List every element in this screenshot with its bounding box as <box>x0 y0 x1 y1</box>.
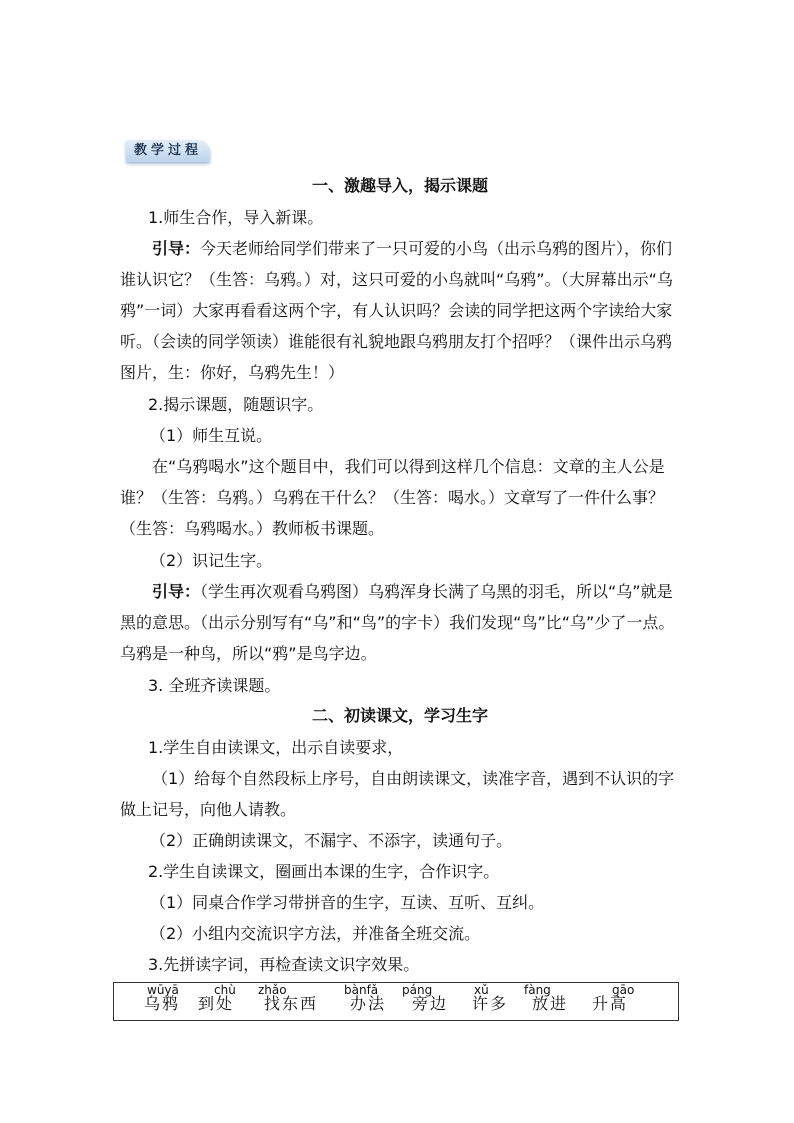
paragraph: 3. 全班齐读课题。 <box>148 676 281 695</box>
paragraph: 3.先拼读字词，再检查读文识字效果。 <box>148 955 420 974</box>
vocab-table <box>113 982 679 1021</box>
paragraph: 1.学生自由读课文，出示自读要求， <box>148 738 404 757</box>
section-title-1: 一、激趣导入，揭示课题 <box>311 176 488 195</box>
pinyin: gāo <box>612 983 635 997</box>
pinyin: fàng <box>524 983 551 997</box>
paragraph-text: （学生再次观看乌鸦图）乌鸦浑身长满了乌黑的羽毛，所以“乌”就是黑的意思。（出示分别写有“乌”和“鸟”的字卡）我们发现“鸟”比“乌”少了一点。乌鸦是一种鸟，所以“鸦”是鸟字边。 <box>120 582 675 663</box>
word: 旁边 <box>412 994 449 1013</box>
paragraph: （1）给每个自然段标上序号，自由朗读课文，读准字音，遇到不认识的字做上记号，向他人请教。 <box>120 769 675 819</box>
paragraph: （2）小组内交流识字方法，并准备全班交流。 <box>150 924 481 943</box>
teaching-process-badge: 教学过程 <box>126 140 210 162</box>
paragraph: （1）师生互说。 <box>150 426 273 445</box>
paragraph: 在“乌鸦喝水”这个题目中，我们可以得到这样几个信息：文章的主人公是谁？（生答：乌鸦。）乌鸦在干什么？（生答：喝水。）文章写了一件什么事？（生答：乌鸦喝水。）教师板书课题。 <box>120 457 665 538</box>
pinyin: bànfǎ <box>344 983 379 997</box>
paragraph: 1.师生合作，导入新课。 <box>148 208 324 227</box>
word: 找东西 <box>264 994 319 1013</box>
word: 升高 <box>592 994 629 1013</box>
section-title-2: 二、初读课文，学习生字 <box>311 706 488 725</box>
lead-label: 引导： <box>152 582 201 601</box>
word: 办法 <box>350 994 387 1013</box>
word: 许多 <box>472 994 509 1013</box>
word: 乌鸦 <box>144 994 181 1013</box>
pinyin: xǔ <box>474 983 489 997</box>
pinyin: wūyā <box>147 983 179 997</box>
pinyin: zhǎo <box>258 983 287 997</box>
pinyin: páng <box>402 983 433 997</box>
word: 到处 <box>198 994 235 1013</box>
paragraph: 2.揭示课题，随题识字。 <box>148 395 324 414</box>
pinyin: chù <box>214 983 236 997</box>
lead-label: 引导： <box>152 239 201 258</box>
paragraph: （2）识记生字。 <box>150 551 273 570</box>
word: 放进 <box>532 994 569 1013</box>
paragraph: （1）同桌合作学习带拼音的生字，互读、互听、互纠。 <box>150 893 545 912</box>
paragraph-guide-2 <box>120 576 676 669</box>
paragraph: 2.学生自读课文，圈画出本课的生字，合作识字。 <box>148 862 500 881</box>
paragraph-guide-1 <box>120 233 676 388</box>
paragraph: （2）正确朗读课文，不漏字、不添字，读通句子。 <box>150 831 513 850</box>
paragraph-text: 今天老师给同学们带来了一只可爱的小鸟（出示乌鸦的图片），你们谁认识它？（生答：乌鸦。）对，这只可爱的小鸟就叫“乌鸦”。（大屏幕出示“乌鸦”一词）大家再看看这两个字，有人认识吗？会读的同学把这两个字读给大家听。（会读的同学领读）谁能很有礼貌地跟乌鸦朋友打个招呼？（课件出示乌鸦图片，生：你好，乌鸦先生！） <box>120 239 673 382</box>
